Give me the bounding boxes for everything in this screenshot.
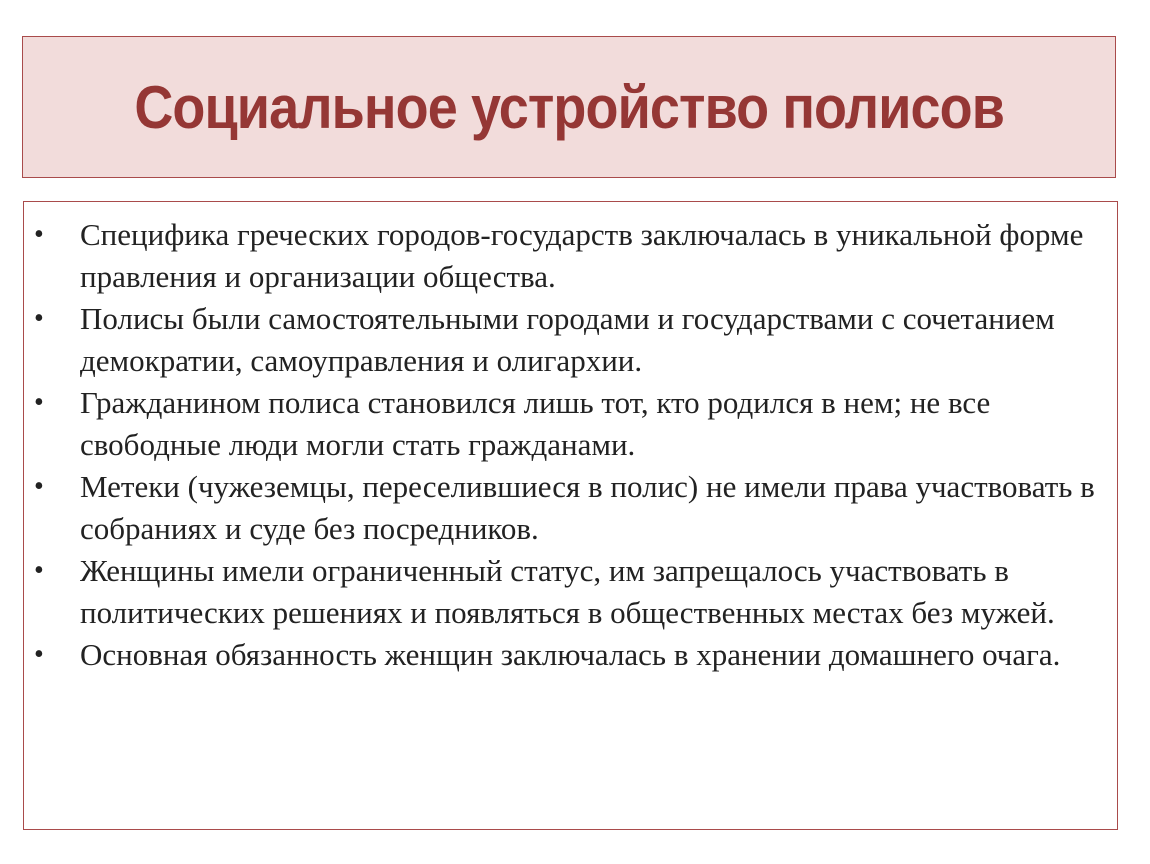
bullet-icon: •	[34, 219, 44, 250]
bullet-text: Основная обязанность женщин заключалась в хранении домашнего очага.	[80, 637, 1061, 672]
bullet-icon: •	[34, 555, 44, 586]
list-item	[34, 214, 1097, 298]
bullet-icon: •	[34, 471, 44, 502]
bullet-icon: •	[34, 387, 44, 418]
bullet-text: Женщины имели ограниченный статус, им запрещалось участвовать в политических решениях и появляться в общественных местах без мужей.	[80, 553, 1055, 630]
list-item	[34, 298, 1097, 382]
bullet-list	[24, 202, 1117, 676]
bullet-text: Гражданином полиса становился лишь тот, кто родился в нем; не все свободные люди могли стать гражданами.	[80, 385, 991, 462]
bullet-text: Метеки (чужеземцы, переселившиеся в полис) не имели права участвовать в собраниях и суде без посредников.	[80, 469, 1095, 546]
list-item	[34, 550, 1097, 634]
bullet-icon: •	[34, 303, 44, 334]
slide-title: Социальное устройство полисов	[134, 73, 1004, 141]
list-item	[34, 466, 1097, 550]
list-item	[34, 634, 1097, 676]
bullet-text: Полисы были самостоятельными городами и государствами с сочетанием демократии, самоуправления и олигархии.	[80, 301, 1055, 378]
title-box	[22, 36, 1116, 178]
list-item	[34, 382, 1097, 466]
content-box	[23, 201, 1118, 830]
bullet-text: Специфика греческих городов-государств заключалась в уникальной форме правления и организации общества.	[80, 217, 1084, 294]
bullet-icon: •	[34, 639, 44, 670]
